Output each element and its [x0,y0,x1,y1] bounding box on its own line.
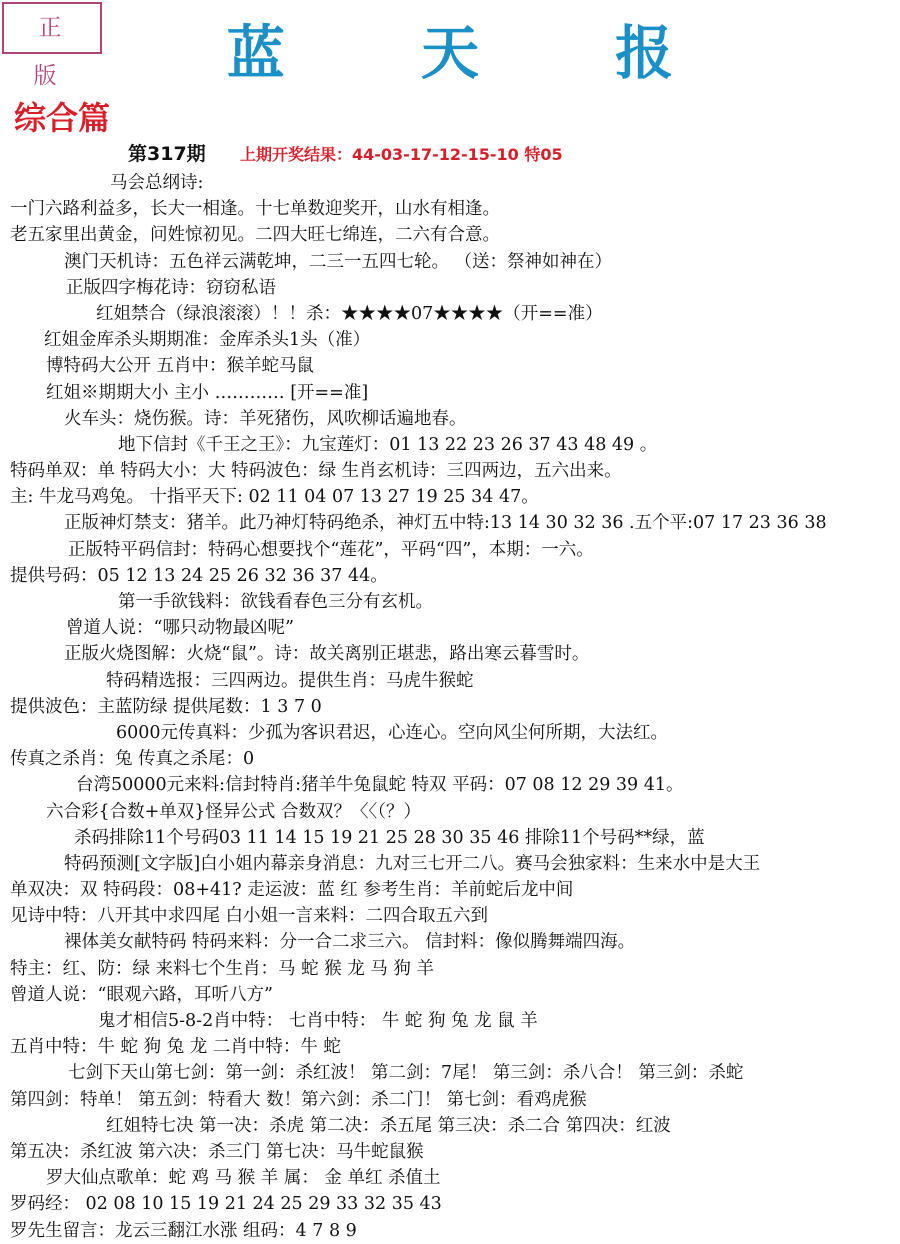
text-line: 特码预测[文字版]白小姐内幕亲身消息：九对三七开二八。赛马会独家料：生来水中是大王 [64,853,761,874]
text-line: 第一手欲钱料：欲钱看春色三分有玄机。 [118,592,433,612]
text-line: 澳门天机诗：五色祥云满乾坤，二三一五四七轮。 （送：祭神如神在） [64,251,613,272]
text-line: 六合彩{合数+单双}怪异公式 合数双？〈〈（？） [46,801,421,822]
text-line: 特码单双：单 特码大小：大 特码波色：绿 生肖玄机诗：三四两边，五六出来。 [10,461,622,482]
text-line: 传真之杀肖：兔 传真之杀尾：0 [10,749,255,770]
text-line: 特码精选报：三四两边。提供生肖：马虎牛猴蛇 [106,670,474,691]
text-line: 一门六路利益多，长大一相逢。十七单数迎奖开，山水有相逢。 [10,199,500,220]
text-line: 第四剑：特单！ 第五剑：特看大 数！第六剑：杀二门！ 第七剑：看鸡虎猴 [10,1089,587,1110]
section-heading: 综合篇 [14,99,111,137]
text-line: 博特码大公开 五肖中：猴羊蛇马鼠 [46,356,315,377]
text-line: 第五决：杀红波 第六决：杀三门 第七决：马牛蛇鼠猴 [10,1141,424,1162]
text-line: 杀码排除11个号码03 11 14 15 19 21 25 28 30 35 46 排除11个号码**绿，蓝 [74,827,705,848]
text-line: 地下信封《千王之王》：九宝莲灯：01 13 22 23 26 37 43 48 49 。 [118,434,658,455]
text-line: 提供号码：05 12 13 24 25 26 32 36 37 44。 [10,565,388,586]
text-line: 红姐特七决 第一决：杀虎 第二决：杀五尾 第三决：杀二合 第四决：红波 [106,1115,671,1136]
last-draw-result: 上期开奖结果：44-03-17-12-15-10 特05 [240,145,563,164]
text-line: 正版火烧图解：火烧“鼠”。诗：故关离别正堪悲，路出寒云暮雪时。 [64,644,590,665]
text-line: 马会总纲诗: [110,173,204,193]
issue-number: 第317期 [128,143,206,165]
text-line: 见诗中特：八开其中求四尾 白小姐一言来料：二四合取五六到 [10,906,489,927]
text-line: 罗大仙点歌单：蛇 鸡 马 猴 羊 属： 金 单红 杀值土 [46,1168,441,1189]
text-line: 罗码经： 02 08 10 15 19 21 24 25 29 33 32 35 43 [10,1194,442,1215]
text-line: 正版四字梅花诗：窃窃私语 [66,277,276,298]
text-line: 鬼才相信5-8-2肖中特： 七肖中特： 牛 蛇 狗 兔 龙 鼠 羊 [98,1011,538,1031]
text-line: 红姐※期期大小 主小 ………… [开==准] [46,382,369,403]
text-line: 正版神灯禁支：猪羊。此乃神灯特码绝杀，神灯五中特:13 14 30 32 36 .五个平:07 17 23 36 38 [64,513,827,534]
text-line: 老五家里出黄金，问姓惊初见。二四大旺七绵连，二六有合意。 [10,225,500,246]
newspaper-title: 蓝 天 报 [226,19,732,87]
text-line: 七剑下天山第七剑：第一剑：杀红波！ 第二剑：7尾！ 第三剑：杀八合！ 第三剑：杀蛇 [68,1063,744,1084]
text-line: 火车头：烧伤猴。诗：羊死猪伤，风吹柳话遍地春。 [64,408,467,429]
text-line: 正版特平码信封：特码心想要找个“莲花”，平码“四”，本期：一六。 [68,539,594,560]
text-line: 五肖中特：牛 蛇 狗 兔 龙 二肖中特：牛 蛇 [10,1037,341,1058]
text-line: 6000元传真料：少孤为客识君迟，心连心。空向风尘何所期，大法红。 [116,722,669,743]
text-line: 红姐禁合（绿浪滚滚）！！杀：★★★★07★★★★（开==准） [96,303,603,324]
text-line: 台湾50000元来料:信封特肖:猪羊牛兔鼠蛇 特双 平码：07 08 12 29 39 41。 [76,775,684,796]
text-line: 特主：红、防：绿 来料七个生肖：马 蛇 猴 龙 马 狗 羊 [10,958,434,979]
authentic-stamp: 正 版 [2,2,102,54]
text-line: 主: 牛龙马鸡兔。 十指平天下: 02 11 04 07 13 27 19 25 34 47。 [10,487,539,508]
text-line: 罗先生留言：龙云三翻江水涨 组码：4 7 8 9 [10,1220,357,1241]
text-line: 提供波色：主蓝防绿 提供尾数：1 3 7 0 [10,696,322,717]
text-line: 裸体美女献特码 特码来料：分一合二求三六。 信封料：像似腾舞端四海。 [64,932,636,953]
content-lines [0,170,900,1244]
text-line: 红姐金库杀头期期准：金库杀头1头（准） [44,330,371,351]
text-line: 曾道人说：“眼观六路，耳听八方” [10,984,273,1005]
text-line: 曾道人说：“哪只动物最凶呢” [66,618,294,639]
text-line: 单双决：双 特码段：08+41? 走运波：蓝 红 参考生肖：羊前蛇后龙中间 [10,880,574,901]
